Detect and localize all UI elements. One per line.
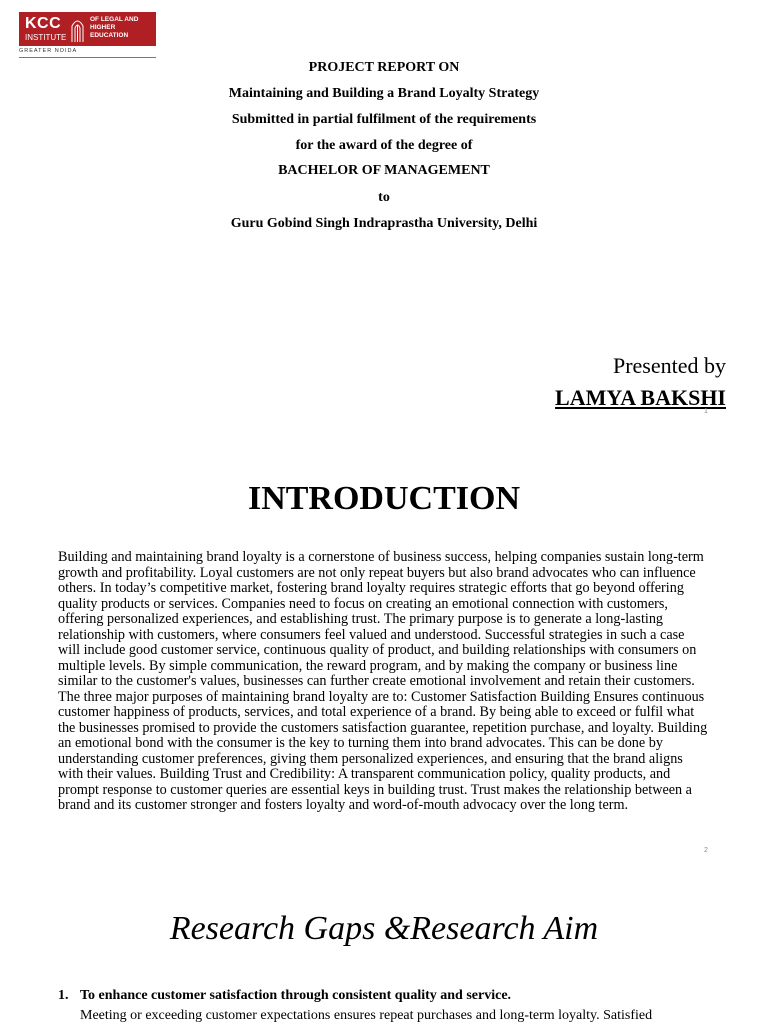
introduction-title: INTRODUCTION — [247, 480, 521, 517]
list-heading: To enhance customer satisfaction through consistent quality and service. — [80, 988, 512, 1003]
report-heading: PROJECT REPORT ON — [308, 60, 460, 75]
author-name: LAMYA BAKSHI — [555, 385, 726, 410]
logo-emblem-icon — [71, 16, 84, 42]
degree-name: BACHELOR OF MANAGEMENT — [278, 163, 490, 178]
logo-name: KCC — [25, 15, 62, 32]
page-number: 1 — [704, 408, 708, 415]
logo-sub: INSTITUTE — [25, 33, 67, 42]
introduction-body: Building and maintaining brand loyalty is a cornerstone of business success, helping companies sustain long-term growth and profitability. Loyal customers are not only repeat buyers but also brand advocates who can influence others. In today’s competitive market, fostering brand loyalty requires strategic efforts that go beyond offering quality products or services. Companies need to focus on creating an emotional connection with customers, offering personalized experiences, and establishing trust. The primary purpose is to generate a long-lasting relationship with customers, where consumers feel valued and understood. Successful strategies in such a case will include good customer service, continuous quality of product, and building relationships with consumers on multiple levels. By simple communication, the reward program, and by making the company or business line similar to the customer's values, businesses can further create emotional involvement and retain their customers. The three major purposes of maintaining brand loyalty are to: Customer Satisfaction Building Ensures continuous customer happiness of products, services, and total experience of a brand. By being able to exceed or fulfil what the businesses promised to provide the customers satisfaction guarantee, repetition purchase, and loyalty. Building an emotional bond with the consumer is the key to turning them into brand advocates. This can be done by understanding customer preferences, giving them personalized experiences, and ensuring that the brand aligns with their values. Building Trust and Credibility: A transparent communication policy, quality products, and prompt response to customer queries are essential keys in building trust. Trust makes the relationship between a brand and its customer stronger and fosters loyalty and word-of-mouth advocacy over the long term. — [58, 549, 708, 813]
logo-banner — [19, 12, 156, 46]
university-name: Guru Gobind Singh Indraprastha University, Delhi — [230, 216, 538, 231]
degree-note: for the award of the degree of — [295, 138, 473, 153]
logo-tagline: OF LEGAL AND HIGHER EDUCATION — [90, 16, 139, 39]
research-title: Research Gaps &Research Aim — [169, 910, 599, 947]
submission-note: Submitted in partial fulfilment of the requirements — [231, 112, 537, 127]
logo-city: GREATER NOIDA — [19, 48, 78, 54]
logo-divider — [19, 57, 156, 58]
page-number: 2 — [704, 847, 708, 854]
report-topic: Maintaining and Building a Brand Loyalty Strategy — [228, 86, 540, 101]
list-body: Meeting or exceeding customer expectations ensures repeat purchases and long-term loyalty. Satisfied — [80, 1008, 653, 1023]
to-text: to — [378, 190, 390, 205]
presented-by: Presented by — [612, 353, 726, 378]
list-number: 1. — [58, 988, 69, 1003]
institute-logo — [19, 12, 156, 59]
